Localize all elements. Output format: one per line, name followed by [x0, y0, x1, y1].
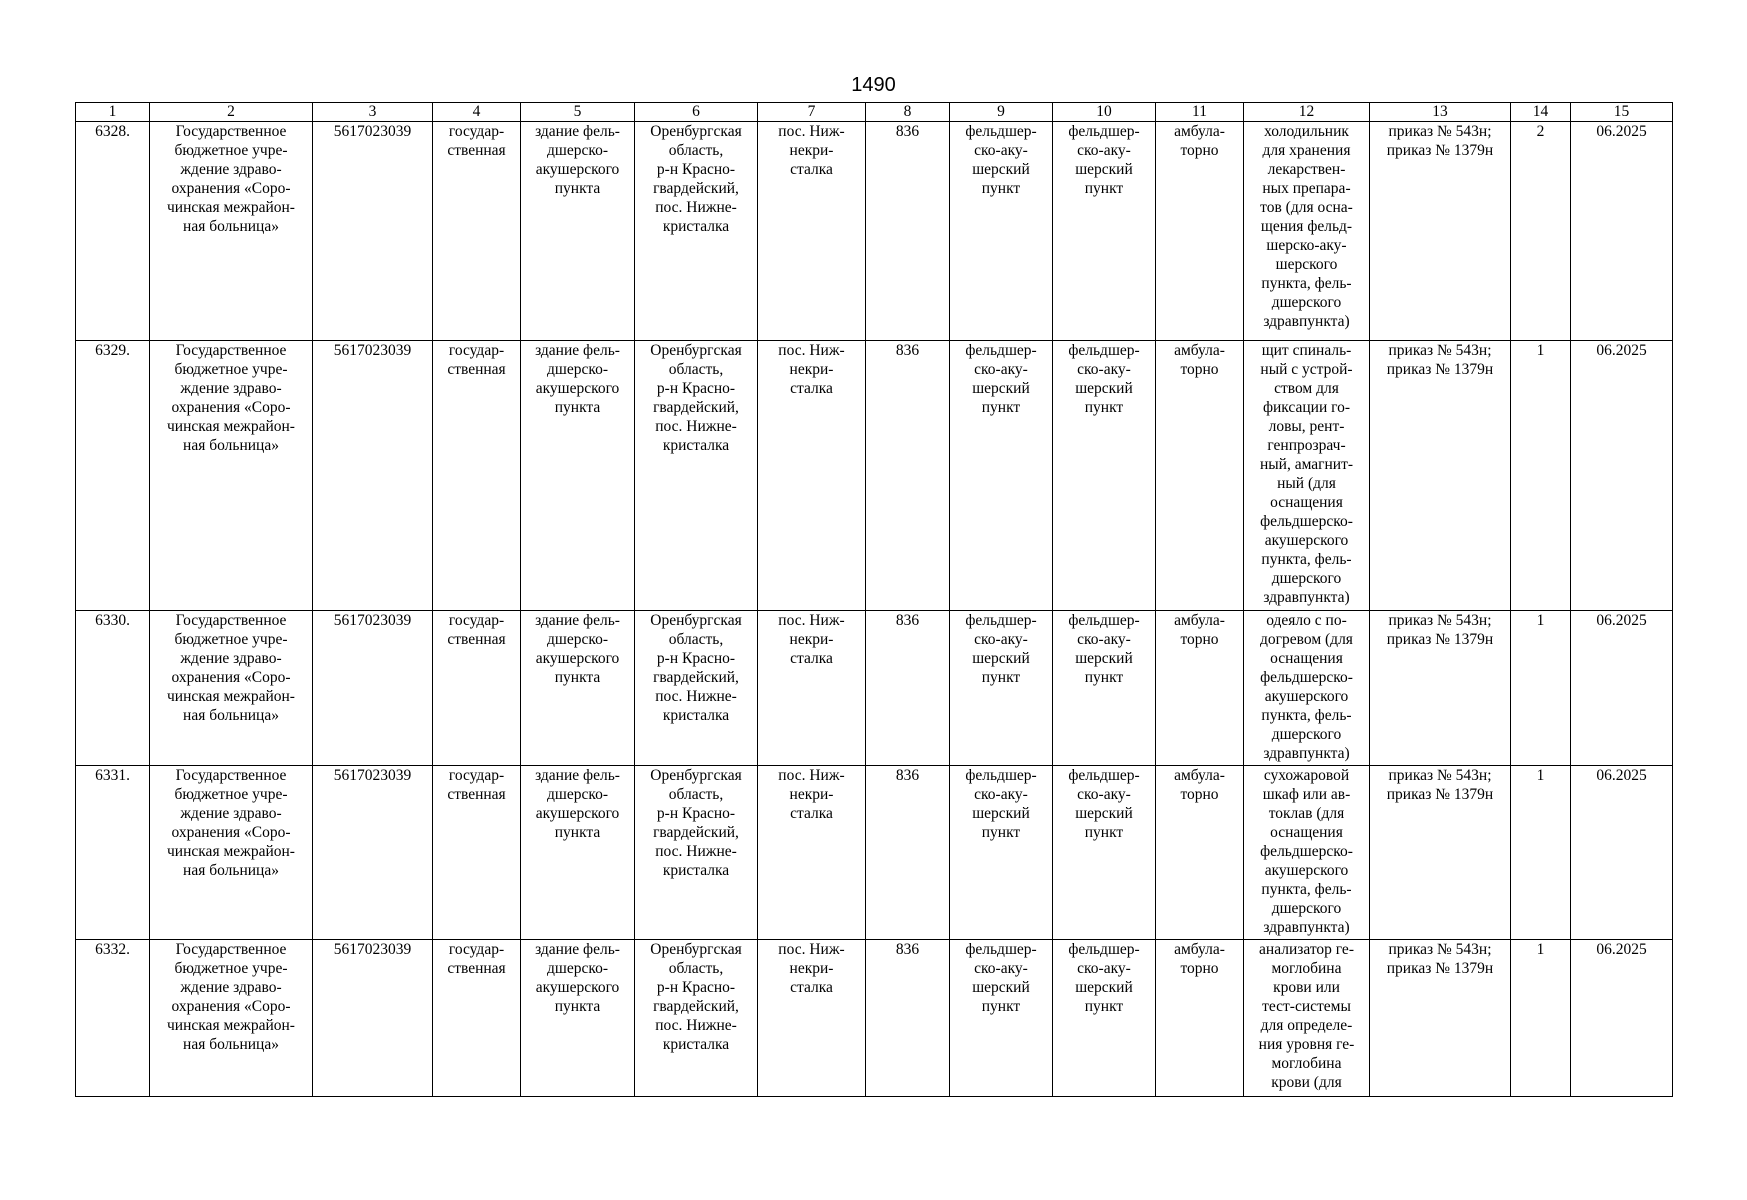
cell-care-conditions: амбула- торно — [1156, 341, 1244, 611]
column-header-13: 13 — [1370, 103, 1511, 122]
cell-row-number: 6332. — [76, 940, 150, 1097]
page-number: 1490 — [851, 74, 896, 96]
cell-settlement: пос. Ниж- некри- сталка — [758, 940, 866, 1097]
cell-quantity: 2 — [1511, 122, 1571, 341]
cell-equipment-name: анализатор ге- моглобина крови или тест-системы для определе- ния уровня ге- моглобина крови (для — [1244, 940, 1370, 1097]
column-header-5: 5 — [521, 103, 635, 122]
cell-settlement: пос. Ниж- некри- сталка — [758, 341, 866, 611]
cell-subdivision-type: фельдшер- ско-аку- шерский пункт — [1053, 766, 1156, 940]
cell-settlement-code: 836 — [866, 611, 950, 766]
cell-quantity: 1 — [1511, 940, 1571, 1097]
cell-facility-type: фельдшер- ско-аку- шерский пункт — [950, 940, 1053, 1097]
table-row — [76, 940, 1673, 1097]
cell-inn: 5617023039 — [313, 766, 433, 940]
cell-legal-basis: приказ № 543н; приказ № 1379н — [1370, 611, 1511, 766]
cell-care-conditions: амбула- торно — [1156, 766, 1244, 940]
cell-row-number: 6331. — [76, 766, 150, 940]
cell-legal-basis: приказ № 543н; приказ № 1379н — [1370, 766, 1511, 940]
cell-facility-type: фельдшер- ско-аку- шерский пункт — [950, 122, 1053, 341]
cell-organization-name: Государственное бюджетное учре- ждение здраво- охранения «Соро- чинская межрайон- ная больница» — [150, 611, 313, 766]
registry-table — [75, 102, 1673, 1097]
cell-legal-basis: приказ № 543н; приказ № 1379н — [1370, 122, 1511, 341]
cell-address: Оренбургская область, р-н Красно- гвардейский, пос. Нижне- кристалка — [635, 611, 758, 766]
cell-ownership-form: государ- ственная — [433, 940, 521, 1097]
cell-address: Оренбургская область, р-н Красно- гвардейский, пос. Нижне- кристалка — [635, 940, 758, 1097]
cell-subdivision-type: фельдшер- ско-аку- шерский пункт — [1053, 122, 1156, 341]
cell-address: Оренбургская область, р-н Красно- гвардейский, пос. Нижне- кристалка — [635, 766, 758, 940]
cell-address: Оренбургская область, р-н Красно- гвардейский, пос. Нижне- кристалка — [635, 122, 758, 341]
cell-row-number: 6330. — [76, 611, 150, 766]
cell-deadline: 06.2025 — [1571, 611, 1673, 766]
cell-deadline: 06.2025 — [1571, 940, 1673, 1097]
cell-legal-basis: приказ № 543н; приказ № 1379н — [1370, 341, 1511, 611]
column-header-8: 8 — [866, 103, 950, 122]
cell-ownership-form: государ- ственная — [433, 122, 521, 341]
cell-inn: 5617023039 — [313, 341, 433, 611]
cell-building-type: здание фель- дшерско- акушерского пункта — [521, 766, 635, 940]
cell-deadline: 06.2025 — [1571, 341, 1673, 611]
cell-inn: 5617023039 — [313, 611, 433, 766]
cell-settlement-code: 836 — [866, 341, 950, 611]
cell-building-type: здание фель- дшерско- акушерского пункта — [521, 611, 635, 766]
column-header-2: 2 — [150, 103, 313, 122]
cell-organization-name: Государственное бюджетное учре- ждение здраво- охранения «Соро- чинская межрайон- ная больница» — [150, 766, 313, 940]
column-header-11: 11 — [1156, 103, 1244, 122]
cell-inn: 5617023039 — [313, 122, 433, 341]
cell-settlement-code: 836 — [866, 766, 950, 940]
cell-equipment-name: щит спиналь- ный с устрой- ством для фиксации го- ловы, рент- генпрозрач- ный, амагнит- ный (для оснащения фельдшерско- акушерского пункта, фель- дшерского здравпункта) — [1244, 341, 1370, 611]
column-header-12: 12 — [1244, 103, 1370, 122]
column-header-3: 3 — [313, 103, 433, 122]
cell-care-conditions: амбула- торно — [1156, 122, 1244, 341]
cell-settlement-code: 836 — [866, 122, 950, 341]
cell-inn: 5617023039 — [313, 940, 433, 1097]
column-header-9: 9 — [950, 103, 1053, 122]
cell-row-number: 6329. — [76, 341, 150, 611]
cell-settlement-code: 836 — [866, 940, 950, 1097]
table-row — [76, 766, 1673, 940]
cell-building-type: здание фель- дшерско- акушерского пункта — [521, 341, 635, 611]
table-row — [76, 611, 1673, 766]
cell-quantity: 1 — [1511, 766, 1571, 940]
cell-equipment-name: холодильник для хранения лекарствен- ных препара- тов (для осна- щения фельд- шерско-аку- шерского пункта, фель- дшерского здравпункта) — [1244, 122, 1370, 341]
cell-ownership-form: государ- ственная — [433, 611, 521, 766]
cell-organization-name: Государственное бюджетное учре- ждение здраво- охранения «Соро- чинская межрайон- ная больница» — [150, 341, 313, 611]
cell-address: Оренбургская область, р-н Красно- гвардейский, пос. Нижне- кристалка — [635, 341, 758, 611]
cell-quantity: 1 — [1511, 611, 1571, 766]
cell-facility-type: фельдшер- ско-аку- шерский пункт — [950, 341, 1053, 611]
cell-ownership-form: государ- ственная — [433, 766, 521, 940]
cell-subdivision-type: фельдшер- ско-аку- шерский пункт — [1053, 611, 1156, 766]
column-header-4: 4 — [433, 103, 521, 122]
cell-quantity: 1 — [1511, 341, 1571, 611]
cell-deadline: 06.2025 — [1571, 766, 1673, 940]
cell-subdivision-type: фельдшер- ско-аку- шерский пункт — [1053, 940, 1156, 1097]
cell-row-number: 6328. — [76, 122, 150, 341]
table-body — [76, 103, 1673, 1097]
column-header-6: 6 — [635, 103, 758, 122]
column-header-1: 1 — [76, 103, 150, 122]
cell-organization-name: Государственное бюджетное учре- ждение здраво- охранения «Соро- чинская межрайон- ная больница» — [150, 122, 313, 341]
table-row — [76, 341, 1673, 611]
header-row — [76, 103, 1673, 122]
column-header-15: 15 — [1571, 103, 1673, 122]
cell-subdivision-type: фельдшер- ско-аку- шерский пункт — [1053, 341, 1156, 611]
cell-settlement: пос. Ниж- некри- сталка — [758, 611, 866, 766]
cell-settlement: пос. Ниж- некри- сталка — [758, 766, 866, 940]
column-header-14: 14 — [1511, 103, 1571, 122]
cell-organization-name: Государственное бюджетное учре- ждение здраво- охранения «Соро- чинская межрайон- ная больница» — [150, 940, 313, 1097]
cell-deadline: 06.2025 — [1571, 122, 1673, 341]
cell-settlement: пос. Ниж- некри- сталка — [758, 122, 866, 341]
table-row — [76, 122, 1673, 341]
cell-facility-type: фельдшер- ско-аку- шерский пункт — [950, 611, 1053, 766]
column-header-10: 10 — [1053, 103, 1156, 122]
cell-legal-basis: приказ № 543н; приказ № 1379н — [1370, 940, 1511, 1097]
cell-ownership-form: государ- ственная — [433, 341, 521, 611]
cell-building-type: здание фель- дшерско- акушерского пункта — [521, 122, 635, 341]
cell-care-conditions: амбула- торно — [1156, 940, 1244, 1097]
cell-equipment-name: одеяло с по- догревом (для оснащения фельдшерско- акушерского пункта, фель- дшерского здравпункта) — [1244, 611, 1370, 766]
cell-facility-type: фельдшер- ско-аку- шерский пункт — [950, 766, 1053, 940]
cell-building-type: здание фель- дшерско- акушерского пункта — [521, 940, 635, 1097]
column-header-7: 7 — [758, 103, 866, 122]
cell-equipment-name: сухожаровой шкаф или ав- токлав (для оснащения фельдшерско- акушерского пункта, фель- дшерского здравпункта) — [1244, 766, 1370, 940]
cell-care-conditions: амбула- торно — [1156, 611, 1244, 766]
